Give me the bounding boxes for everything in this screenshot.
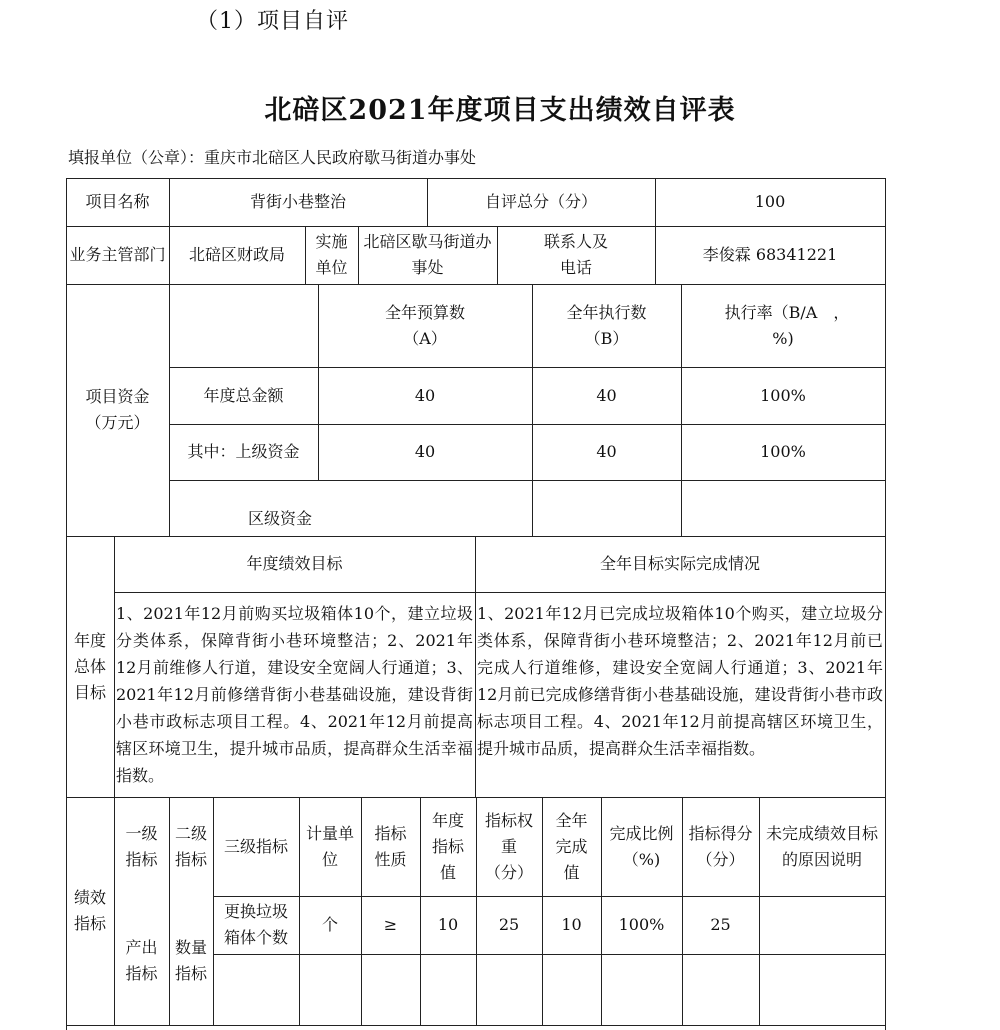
actual-completion-text: 1、2021年12月已完成垃圾箱体10个购买，建立垃圾分类体系，保障背街小巷环境整洁；2、2021年12月前已完成人行道维修，建设安全宽阔人行通道；3、2021年12月前已完成修缮背街小巷基础设施，建设背街小巷市政标志项目工程。4、2021年12月前提高辖区环境卫生，提升城市品质，提高群众生活幸福指数。: [477, 604, 883, 758]
project-funds-label: 项目资金（万元）: [85, 387, 150, 432]
funds-row-executed: 40: [596, 385, 617, 405]
contact-value: 李俊霖 68341221: [702, 245, 838, 264]
funds-row-label: 区级资金: [247, 509, 312, 528]
implementing-unit-value: 北碚区歇马街道办事处: [363, 232, 492, 277]
indicator-header: 三级指标: [223, 836, 288, 856]
level3-indicator: 更换垃圾箱体个数: [223, 902, 288, 947]
implementing-unit-label: 实施单位: [315, 232, 348, 277]
indicator-header: 计量单位: [305, 823, 354, 869]
executed-header: 全年执行数（B）: [566, 302, 647, 348]
filing-unit: 填报单位（公章）：重庆市北碚区人民政府歇马街道办事处: [68, 148, 477, 167]
indicator-nature: ≥: [383, 915, 398, 934]
indicator-reason: [759, 896, 885, 954]
supervising-dept-value: 北碚区财政局: [188, 245, 285, 264]
project-name-value: 背街小巷整治: [249, 192, 346, 211]
indicator-header: 未完成绩效目标的原因说明: [765, 823, 878, 869]
execution-rate-header: 执行率（B/A ， %): [724, 302, 858, 348]
indicator-score: 25: [710, 915, 731, 934]
budget-header: 全年预算数（A）: [384, 302, 465, 348]
indicator-unit: 个: [321, 915, 338, 934]
funds-row-rate: 100%: [760, 442, 806, 461]
overall-goals-label: 年度总体目标: [73, 630, 106, 702]
level1-indicator: 产出指标: [125, 937, 158, 983]
annual-target-text: 1、2021年12月前购买垃圾箱体10个，建立垃圾分类体系，保障背街小巷环境整洁；2、2021年12月前维修人行道，建设安全宽阔人行通道；3、2021年12月前修缮背街小巷基础设施，建设背街小巷市政标志项目工程。4、2021年12月前提高辖区环境卫生，提升城市品质，提高群众生活幸福指数。: [116, 604, 473, 785]
indicator-actual: 10: [561, 915, 582, 934]
indicator-header: 二级指标: [175, 823, 208, 869]
indicator-weight: 25: [498, 915, 520, 934]
indicator-header: 完成比例（%): [609, 823, 674, 869]
funds-row-budget: 40: [414, 385, 436, 405]
indicator-target: 10: [437, 915, 459, 934]
funds-row-rate: 100%: [760, 385, 806, 405]
funds-row-executed: 40: [596, 442, 617, 461]
supervising-dept-label: 业务主管部门: [69, 245, 166, 264]
indicator-header: 指标得分（分）: [688, 823, 753, 869]
funds-row-label: 年度总金额: [203, 385, 284, 405]
document-title: 北碚区2021年度项目支出绩效自评表: [264, 95, 736, 126]
actual-completion-header: 全年目标实际完成情况: [599, 554, 760, 573]
indicator-header: 年度指标值: [431, 810, 464, 882]
annual-target-header: 年度绩效目标: [246, 554, 343, 573]
section-heading: （1）项目自评: [196, 9, 349, 34]
total-score-label: 自评总分（分）: [484, 192, 597, 211]
contact-label: 联系人及电话: [543, 232, 608, 277]
funds-row-budget: 40: [414, 442, 436, 461]
total-score-value: 100: [754, 192, 786, 211]
funds-row-budget: [318, 480, 532, 536]
performance-indicators-label: 绩效指标: [73, 888, 106, 933]
indicator-header: 全年完成值: [555, 810, 588, 882]
funds-row-executed: [532, 480, 681, 536]
level2-indicator: 数量指标: [175, 937, 208, 983]
indicator-header: 一级指标: [125, 823, 158, 869]
indicator-ratio: 100%: [618, 915, 665, 934]
funds-row-label: 其中：上级资金: [187, 442, 300, 461]
indicator-header: 指标性质: [374, 823, 407, 869]
indicator-header: 指标权重（分）: [484, 810, 533, 882]
funds-row-rate: [681, 480, 885, 536]
project-name-label: 项目名称: [85, 192, 150, 211]
